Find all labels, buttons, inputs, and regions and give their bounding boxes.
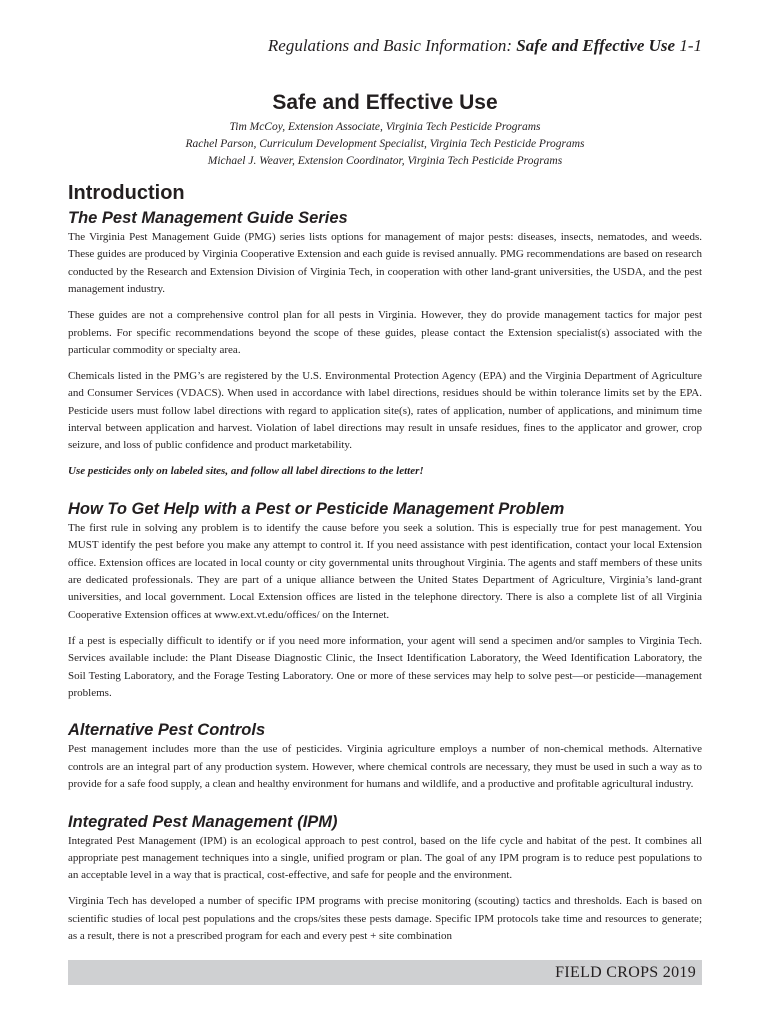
- paragraph: Integrated Pest Management (IPM) is an ecological approach to pest control, based on the life cycle and habitat of the pest. It combines all appropriate pest management techniques into a single, unified program or plan. The goal of any IPM program is to reduce pest populations to an acceptable level in a way that is practical, cost-effective, and safe for people and the environment.: [68, 834, 702, 882]
- paragraph: The Virginia Pest Management Guide (PMG) series lists options for management of major pests: diseases, insects, nematodes, and weeds. These guides are produced by Virginia Cooperative Extension and each guide is revised annually. PMG recommendations are based on research conducted by the Research and Extension Division of Virginia Tech, in cooperation with other land-grant universities, the USDA, and the pest management industry.: [68, 231, 702, 296]
- running-header-page-number: 1-1: [675, 36, 702, 55]
- author-line: Rachel Parson, Curriculum Development Specialist, Virginia Tech Pesticide Programs: [185, 138, 585, 150]
- footer-bar: [68, 960, 702, 985]
- paragraph: Chemicals listed in the PMG’s are registered by the U.S. Environmental Protection Agency (EPA) and the Virginia Department of Agriculture and Consumer Services (VDACS). When used in accordance with label directions, residues should be within tolerance limits set by the EPA. Pesticide users must follow label directions with regard to application site(s), rates of application, number of applications, and minimum time interval between application and harvest. Violation of label directions may result in unsafe residues, fines to the applicator and grower, crop seizure, and loss of public confidence and product marketability.: [68, 369, 702, 452]
- ipm-heading: Integrated Pest Management (IPM): [68, 812, 338, 831]
- pmg-series-heading: The Pest Management Guide Series: [68, 209, 348, 227]
- warning-statement: Use pesticides only on labeled sites, and follow all label directions to the letter!: [68, 465, 424, 478]
- paragraph: These guides are not a comprehensive control plan for all pests in Virginia. However, they do provide management tactics for major pest problems. For specific recommendations beyond the scope of these guides, please contact the Extension specialist(s) associated with the particular commodity or specialty area.: [68, 309, 702, 356]
- paragraph: The first rule in solving any problem is to identify the cause before you seek a solution. This is especially true for pest management. You MUST identify the pest before you make any attempt to control it. If you need assistance with pest identification, contact your local Extension office. Extension offices are located in local county or city governmental units throughout Virginia. The agents and staff members of these units are dedicated professionals. They are part of a unique alliance between the United States Department of Agriculture, Virginia’s land-grant universities, and local government. Local Extension offices are listed in the telephone directory. There is also a complete list of all Virginia Cooperative Extension offices at www.ext.vt.edu/offices/ on the Internet.: [68, 521, 702, 621]
- author-line: Tim McCoy, Extension Associate, Virginia Tech Pesticide Programs: [229, 121, 541, 133]
- page-title: Safe and Effective Use: [272, 91, 498, 114]
- paragraph: Virginia Tech has developed a number of specific IPM programs with precise monitoring (scouting) tactics and thresholds. Each is based on scientific studies of local pest populations and the crops/sites these pests damage. Specific IPM protocols take time and resources to generate; as a result, there is not a prescribed program for each and every pest + site combination: [68, 895, 702, 943]
- article-body: [68, 180, 702, 954]
- footer-label: FIELD CROPS 2019: [555, 964, 696, 981]
- running-header-section: Safe and Effective Use: [516, 36, 676, 55]
- alternative-controls-heading: Alternative Pest Controls: [68, 721, 266, 740]
- running-header-prefix: Regulations and Basic Information:: [267, 36, 517, 55]
- running-header: [68, 36, 702, 56]
- author-line: Michael J. Weaver, Extension Coordinator, Virginia Tech Pesticide Programs: [207, 155, 563, 167]
- paragraph: If a pest is especially difficult to identify or if you need more information, your agent will send a specimen and/or samples to Virginia Tech. Services available include: the Plant Disease Diagnostic Clinic, the Insect Identification Laboratory, the Weed Identification Laboratory, the Soil Testing Laboratory, and the Forage Testing Laboratory. One or more of these services may help to solve pest—or pesticide—management problems.: [68, 634, 702, 699]
- author-list: [0, 119, 770, 170]
- paragraph: Pest management includes more than the use of pesticides. Virginia agriculture employs a number of non-chemical methods. Alternative controls are an integral part of any production system. However, where chemical controls are necessary, they must be used in such a way as to provide for a safe food supply, a clean and healthy environment for humans and wildlife, and a productive and profitable agricultural industry.: [68, 743, 702, 791]
- get-help-heading: How To Get Help with a Pest or Pesticide Management Problem: [68, 499, 565, 518]
- introduction-heading: Introduction: [68, 182, 185, 204]
